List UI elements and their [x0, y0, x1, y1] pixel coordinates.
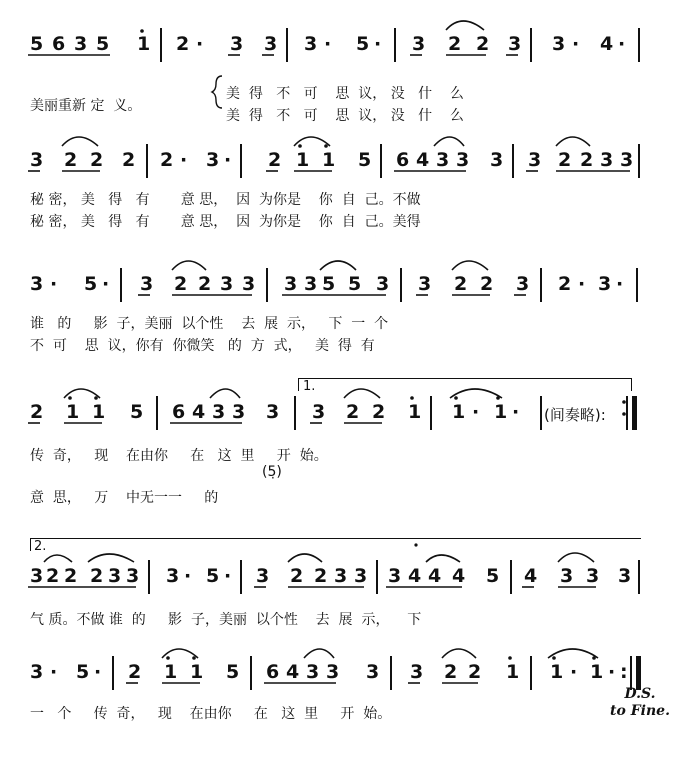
- notes-row-1: 5 6 3 5 1 2 · 3 3 3 · 5 · 3 2 2 3 3 · 4 ·: [0, 28, 700, 62]
- notes-row-5: 3 2 2 2 3 3 3 · 5 · 3 2 2 3 3 3 4 4 4 5 4 3 3 3: [0, 560, 700, 594]
- lyrics-row-3: 谁 的 影 子，美丽 以个性 去 展 示， 下 一 个 不 可 思 议，你有 你微笑 的 方 式， 美 得 有: [30, 316, 389, 354]
- lyrics-row-6: 一 个 传 奇， 现 在由你 在 这 里 开 始。: [30, 706, 392, 722]
- music-score: 5 6 3 5 1 2 · 3 3 3 · 5 · 3 2 2 3 3 · 4 · 美丽重新 定 义。 美 得 不 可 思 议， 没 什 么 美 得 不 可 思 议， 没 什 么 3 2 2 2 2 · 3 · 2 1 1 5 6 4 3 3 3 3 2 2 3 3 秘 密， 美 得 有 意 思， 因 为你是 你 自 己。不做 秘 密， 美 得 有 意 思， 因 为你是 你 自 己。美得 3 · 5 · 3 2 2 3 3 3 3 5 5 3 3 2 2 3 2 · 3 · 谁 的 影 子，美丽 以个性 去 展 示， 下 一 个 不 可 思 议，你有 你微笑 的 方 式， 美 得 有 1. 2 1 1 5 6 4 3 3 3 3 2 2 1 1 · 1 · (间奏略): 传 奇， 现 在由你 在 这 里 开 始。 (5̣) 意 思， 万 中无一一 的 2. 3 2 2 2 3 3 3 · 5 · 3 2 2 3 3 3 4 4 4 5 4 3 3 3 气 质。不做 谁 的 影 子，美丽 以个性 去 展 示， 下 3 · 5 · 2 1 1 5 6 4 3 3 3 3 2 2 1 1 · 1 · : 一 个 传 奇， 现 在由你 在 这 里 开 始。 D.S. to Fine.: [0, 0, 700, 758]
- ds-label: D.S.: [624, 686, 656, 702]
- lyrics-row-2: 秘 密， 美 得 有 意 思， 因 为你是 你 自 己。不做 秘 密， 美 得 有 意 思， 因 为你是 你 自 己。美得: [30, 192, 421, 230]
- row1-notes: [0, 0, 1, 1]
- notes-row-6: 3 · 5 · 2 1 1 5 6 4 3 3 3 3 2 2 1 1 · 1 · :: [0, 656, 700, 690]
- notes-row-2: 3 2 2 2 2 · 3 · 2 1 1 5 6 4 3 3 3 3 2 2 3 3: [0, 144, 700, 178]
- notes-row-4: 2 1 1 5 6 4 3 3 3 3 2 2 1 1 · 1 · (间奏略):: [0, 396, 700, 430]
- lyrics-row-5: 气 质。不做 谁 的 影 子，美丽 以个性 去 展 示， 下: [30, 612, 422, 628]
- notes-row-3: 3 · 5 · 3 2 2 3 3 3 3 5 5 3 3 2 2 3 2 · 3 ·: [0, 268, 700, 302]
- to-fine-label: to Fine.: [610, 703, 670, 719]
- lyrics-row-1: 美丽重新 定 义。 美 得 不 可 思 议， 没 什 么 美 得 不 可 思 议， 没 什 么: [30, 86, 464, 124]
- lyrics-row-4: 传 奇， 现 在由你 在 这 里 开 始。 (5̣) 意 思， 万 中无一一 的: [30, 448, 328, 506]
